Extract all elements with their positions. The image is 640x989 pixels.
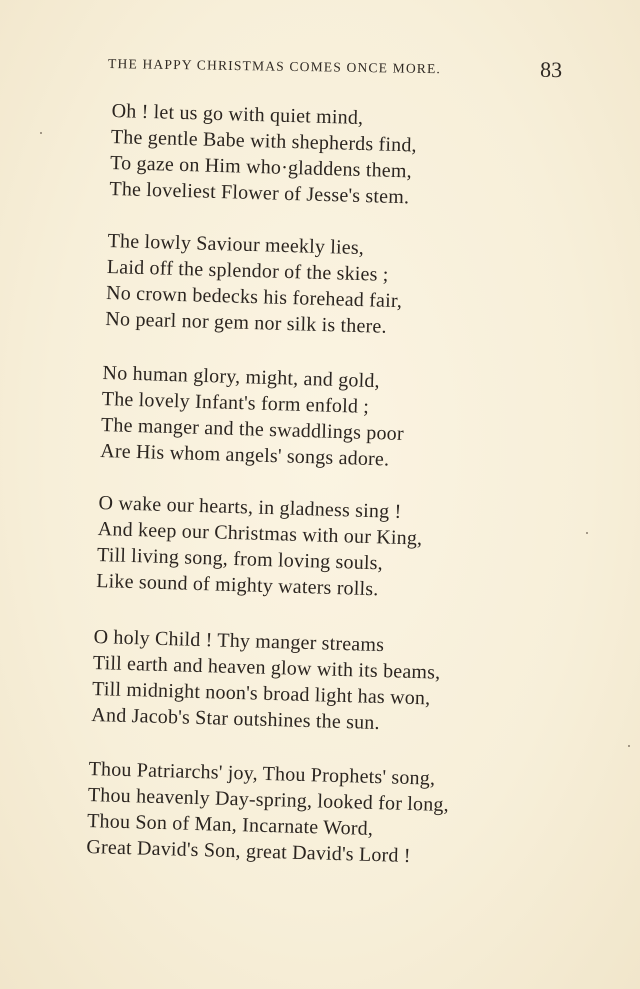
stanza-1 [109, 98, 418, 211]
verse-line: O holy Child ! Thy manger streams [93, 625, 385, 657]
verse-line: No human glory, might, and gold, [102, 361, 381, 393]
verse-line: Thou Son of Man, Incarnate Word, [86, 809, 374, 840]
paper-speck [628, 745, 630, 747]
verse-line: Laid off the splendor of the skies ; [106, 255, 389, 286]
verse-line: The lovely Infant's form enfold ; [101, 387, 370, 418]
running-title: THE HAPPY CHRISTMAS COMES ONCE MORE. [108, 56, 442, 77]
stanza-4 [96, 490, 424, 604]
page-number: 83 [539, 56, 563, 83]
verse-line: To gaze on Him who·gladdens them, [109, 151, 413, 183]
verse-line: No crown bedecks his forehead fair, [105, 281, 403, 313]
verse-line: Till living song, from loving souls, [96, 543, 384, 575]
paper-speck [40, 132, 42, 134]
verse-line: O wake our hearts, in gladness sing ! [98, 491, 402, 523]
verse-line: And Jacob's Star outshines the sun. [91, 703, 381, 735]
verse-line: Till midnight noon's broad light has won, [91, 677, 431, 710]
verse-line: Oh ! let us go with quiet mind, [111, 99, 364, 130]
verse-line: Are His whom angels' songs adore. [99, 439, 390, 471]
verse-line: Thou Patriarchs' joy, Thou Prophets' song, [88, 757, 436, 790]
stanza-3 [100, 360, 406, 473]
verse-line: Till earth and heaven glow with its beams, [92, 651, 441, 684]
verse-line: Thou heavenly Day-spring, looked for long, [87, 783, 450, 817]
stanza-2 [105, 228, 404, 340]
verse-line: Like sound of mighty waters rolls. [95, 569, 379, 601]
verse-line: The loveliest Flower of Jesse's stem. [109, 177, 410, 209]
verse-line: Great David's Son, great David's Lord ! [86, 835, 412, 868]
stanza-6 [86, 756, 450, 870]
verse-line: No pearl nor gem nor silk is there. [105, 307, 388, 338]
page-header [108, 56, 568, 93]
verse-line: And keep our Christmas with our King, [97, 517, 423, 550]
stanza-5 [91, 624, 441, 738]
verse-line: The gentle Babe with shepherds find, [110, 125, 418, 157]
verse-line: The manger and the swaddlings poor [100, 413, 405, 445]
verse-line: The lowly Saviour meekly lies, [107, 229, 365, 260]
paper-speck [586, 532, 588, 534]
